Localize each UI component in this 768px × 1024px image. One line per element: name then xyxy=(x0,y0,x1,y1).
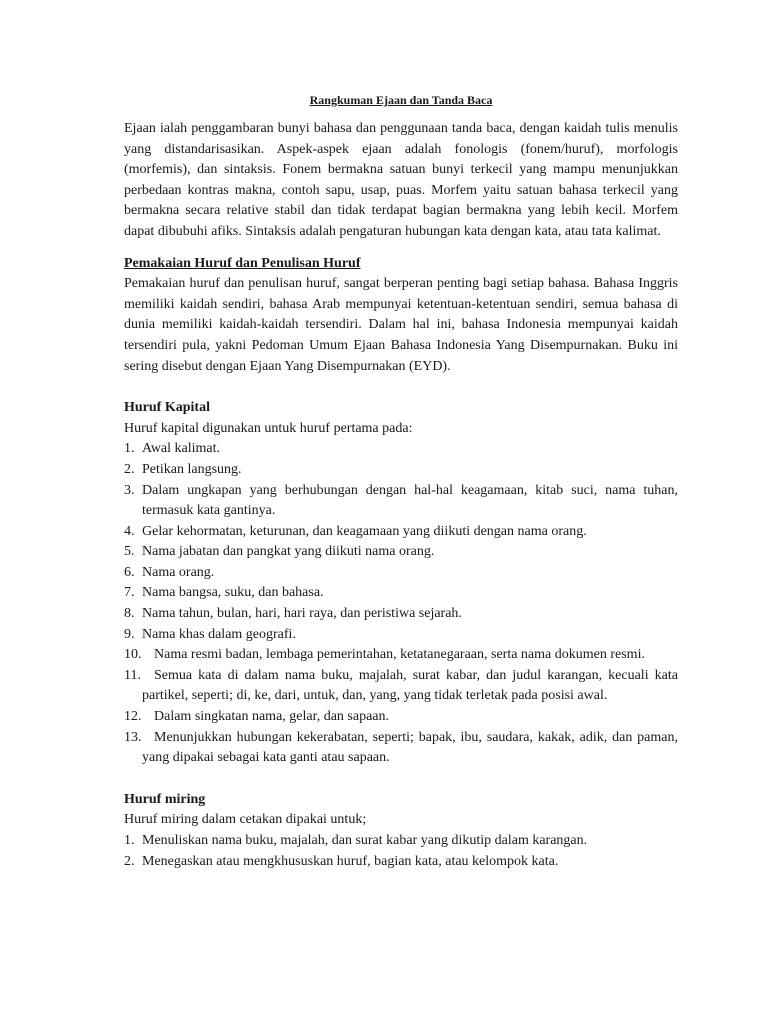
section-pemakaian-huruf-body: Pemakaian huruf dan penulisan huruf, sangat berperan penting bagi setiap bahasa. Bahasa Inggris memiliki kaidah sendiri, bahasa Arab mempunyai ketentuan-ketentuan sendiri, semua bahasa di dunia memiliki kaidah-kaidah tersendiri. Dalam hal ini, bahasa Indonesia mempunyai kaidah tersendiri pula, yakni Pedoman Umum Ejaan Bahasa Indonesia Yang Disempurnakan. Buku ini sering disebut dengan Ejaan Yang Disempurnakan (EYD). xyxy=(124,276,678,374)
list-item xyxy=(124,460,678,481)
list-item-number: 8. xyxy=(124,606,135,622)
list-item xyxy=(124,625,678,646)
list-item-number: 13. xyxy=(124,729,142,745)
list-item xyxy=(124,604,678,625)
list-item xyxy=(124,542,678,563)
list-item xyxy=(124,583,678,604)
list-item-text: Nama resmi badan, lembaga pemerintahan, ketatanegaraan, serta nama dokumen resmi. xyxy=(154,647,645,663)
list-item-number: 7. xyxy=(124,585,135,601)
list-item-text: Nama bangsa, suku, dan bahasa. xyxy=(142,585,324,601)
list-item-text: Nama jabatan dan pangkat yang diikuti nama orang. xyxy=(142,544,435,560)
list-item-number: 2. xyxy=(124,461,135,477)
list-item xyxy=(124,728,678,769)
list-item-text: Menunjukkan hubungan kekerabatan, seperti; bapak, ibu, saudara, kakak, adik, dan paman, yang dipakai sebagai kata ganti atau sapaan. xyxy=(142,729,678,766)
document-page xyxy=(124,92,678,872)
list-item-number: 6. xyxy=(124,564,135,580)
list-item-text: Petikan langsung. xyxy=(142,461,242,477)
list-item-number: 4. xyxy=(124,523,135,539)
list-item-number: 12. xyxy=(124,709,142,725)
list-item-number: 1. xyxy=(124,833,135,848)
list-item xyxy=(124,707,678,728)
huruf-kapital-list xyxy=(124,439,678,769)
list-item-number: 11. xyxy=(124,667,141,683)
list-item xyxy=(124,439,678,460)
list-item-text: Nama khas dalam geografi. xyxy=(142,626,296,642)
list-item-text: Dalam singkatan nama, gelar, dan sapaan. xyxy=(154,709,390,725)
list-item-text: Dalam ungkapan yang berhubungan dengan hal-hal keagamaan, kitab suci, nama tuhan, termasuk kata gantinya. xyxy=(142,482,678,519)
list-item-text: Menegaskan atau mengkhususkan huruf, bagian kata, atau kelompok kata. xyxy=(142,853,559,869)
list-item-number: 2. xyxy=(124,853,135,869)
section-huruf-kapital-lead: Huruf kapital digunakan untuk huruf pertama pada: xyxy=(124,420,413,436)
list-item xyxy=(124,831,678,852)
list-item-number: 5. xyxy=(124,544,135,560)
list-item xyxy=(124,852,678,873)
document-title: Rangkuman Ejaan dan Tanda Baca xyxy=(309,93,493,107)
intro-paragraph: Ejaan ialah penggambaran bunyi bahasa dan penggunaan tanda baca, dengan kaidah tulis menulis yang distandarisasikan. Aspek-aspek ejaan adalah fonologis (fonem/huruf), morfologis (morfemis), dan sintaksis. Fonem bermakna satuan bunyi terkecil yang mampu menunjukkan perbedaan kontras makna, contoh sapu, usap, puas. Morfem yaitu satuan bahasa terkecil yang bermakna secara relative stabil dan tidak terdapat bagian bermakna yang lebih kecil. Morfem dapat dibubuhi afiks. Sintaksis adalah pengaturan hubungan kata dengan kata, atau tata kalimat. xyxy=(124,121,678,239)
section-heading-huruf-miring: Huruf miring xyxy=(124,791,206,807)
list-item xyxy=(124,522,678,543)
list-item-number: 1. xyxy=(124,441,135,457)
list-item-number: 10. xyxy=(124,647,142,663)
list-item-text: Semua kata di dalam nama buku, majalah, surat kabar, dan judul karangan, kecuali kata partikel, seperti; di, ke, dari, untuk, dan, yang, yang tidak terletak pada posisi awal. xyxy=(142,667,678,704)
list-item-text: Nama tahun, bulan, hari, hari raya, dan peristiwa sejarah. xyxy=(142,606,462,622)
list-item-text: Nama orang. xyxy=(142,564,215,580)
list-item-number: 9. xyxy=(124,626,135,642)
list-item xyxy=(124,563,678,584)
section-heading-pemakaian-huruf: Pemakaian Huruf dan Penulisan Huruf xyxy=(124,255,361,271)
huruf-miring-list xyxy=(124,831,678,872)
list-item xyxy=(124,481,678,522)
section-heading-huruf-kapital: Huruf Kapital xyxy=(124,400,210,416)
section-huruf-miring-lead: Huruf miring dalam cetakan dipakai untuk; xyxy=(124,812,367,828)
list-item xyxy=(124,666,678,707)
list-item xyxy=(124,645,678,666)
list-item-text: Menuliskan nama buku, majalah, dan surat kabar yang dikutip dalam karangan. xyxy=(142,833,588,848)
list-item-text: Awal kalimat. xyxy=(142,441,221,457)
list-item-text: Gelar kehormatan, keturunan, dan keagamaan yang diikuti dengan nama orang. xyxy=(142,523,587,539)
list-item-number: 3. xyxy=(124,482,135,498)
